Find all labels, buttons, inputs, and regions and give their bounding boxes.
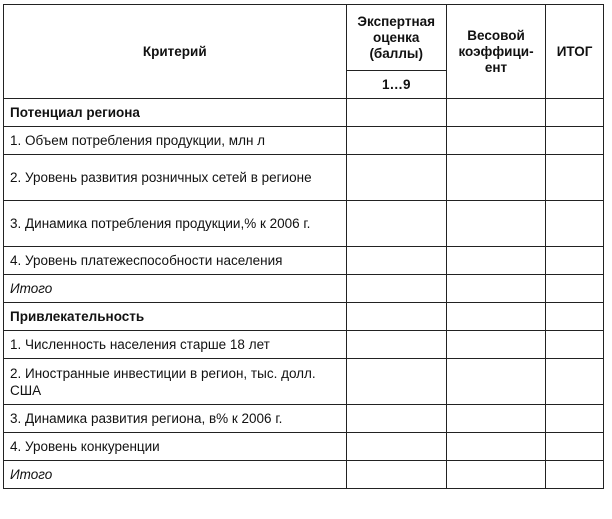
header-criterion: Критерий bbox=[4, 5, 347, 99]
header-expert-score: Экспертная оценка (баллы) bbox=[346, 5, 446, 71]
section-row bbox=[4, 99, 604, 127]
table-row bbox=[4, 331, 604, 359]
score-cell[interactable] bbox=[346, 405, 446, 433]
total-cell[interactable] bbox=[546, 201, 604, 247]
total-label: Итого bbox=[4, 461, 347, 489]
total-cell[interactable] bbox=[546, 303, 604, 331]
total-cell[interactable] bbox=[546, 155, 604, 201]
section-title: Потенциал региона bbox=[4, 99, 347, 127]
table-row bbox=[4, 247, 604, 275]
weight-cell[interactable] bbox=[446, 433, 545, 461]
table-row bbox=[4, 359, 604, 405]
total-row bbox=[4, 275, 604, 303]
total-cell[interactable] bbox=[546, 99, 604, 127]
total-cell[interactable] bbox=[546, 127, 604, 155]
criterion-label: 3. Динамика развития региона, в% к 2006 г. bbox=[4, 405, 347, 433]
total-row bbox=[4, 461, 604, 489]
criterion-label: 3. Динамика потребления продукции,% к 2006 г. bbox=[4, 201, 347, 247]
criterion-label: 1. Объем потребления продукции, млн л bbox=[4, 127, 347, 155]
total-cell[interactable] bbox=[546, 461, 604, 489]
score-cell[interactable] bbox=[346, 331, 446, 359]
table-row bbox=[4, 405, 604, 433]
weight-cell[interactable] bbox=[446, 127, 545, 155]
weight-cell[interactable] bbox=[446, 275, 545, 303]
weight-cell[interactable] bbox=[446, 405, 545, 433]
total-label: Итого bbox=[4, 275, 347, 303]
table-row bbox=[4, 127, 604, 155]
score-cell[interactable] bbox=[346, 247, 446, 275]
criterion-label: 2. Уровень развития розничных сетей в регионе bbox=[4, 155, 347, 201]
score-cell[interactable] bbox=[346, 201, 446, 247]
total-cell[interactable] bbox=[546, 433, 604, 461]
total-cell[interactable] bbox=[546, 247, 604, 275]
criterion-label: 4. Уровень платежеспособности населения bbox=[4, 247, 347, 275]
table-row bbox=[4, 201, 604, 247]
total-cell[interactable] bbox=[546, 405, 604, 433]
score-cell[interactable] bbox=[346, 99, 446, 127]
section-title: Привлекательность bbox=[4, 303, 347, 331]
criterion-label: 4. Уровень конкуренции bbox=[4, 433, 347, 461]
criterion-label: 2. Иностранные инвестиции в регион, тыс. долл. США bbox=[4, 359, 347, 405]
total-cell[interactable] bbox=[546, 331, 604, 359]
header-scale: 1…9 bbox=[346, 71, 446, 99]
table-row bbox=[4, 155, 604, 201]
score-cell[interactable] bbox=[346, 275, 446, 303]
weight-cell[interactable] bbox=[446, 303, 545, 331]
total-cell[interactable] bbox=[546, 359, 604, 405]
criteria-table bbox=[3, 4, 604, 489]
table-row bbox=[4, 433, 604, 461]
score-cell[interactable] bbox=[346, 461, 446, 489]
weight-cell[interactable] bbox=[446, 461, 545, 489]
weight-cell[interactable] bbox=[446, 359, 545, 405]
score-cell[interactable] bbox=[346, 359, 446, 405]
score-cell[interactable] bbox=[346, 155, 446, 201]
score-cell[interactable] bbox=[346, 127, 446, 155]
score-cell[interactable] bbox=[346, 433, 446, 461]
total-cell[interactable] bbox=[546, 275, 604, 303]
weight-cell[interactable] bbox=[446, 99, 545, 127]
weight-cell[interactable] bbox=[446, 201, 545, 247]
header-total: ИТОГ bbox=[546, 5, 604, 99]
header-weight: Весовой коэффици-ент bbox=[446, 5, 545, 99]
weight-cell[interactable] bbox=[446, 155, 545, 201]
score-cell[interactable] bbox=[346, 303, 446, 331]
weight-cell[interactable] bbox=[446, 247, 545, 275]
weight-cell[interactable] bbox=[446, 331, 545, 359]
criterion-label: 1. Численность населения старше 18 лет bbox=[4, 331, 347, 359]
section-row bbox=[4, 303, 604, 331]
